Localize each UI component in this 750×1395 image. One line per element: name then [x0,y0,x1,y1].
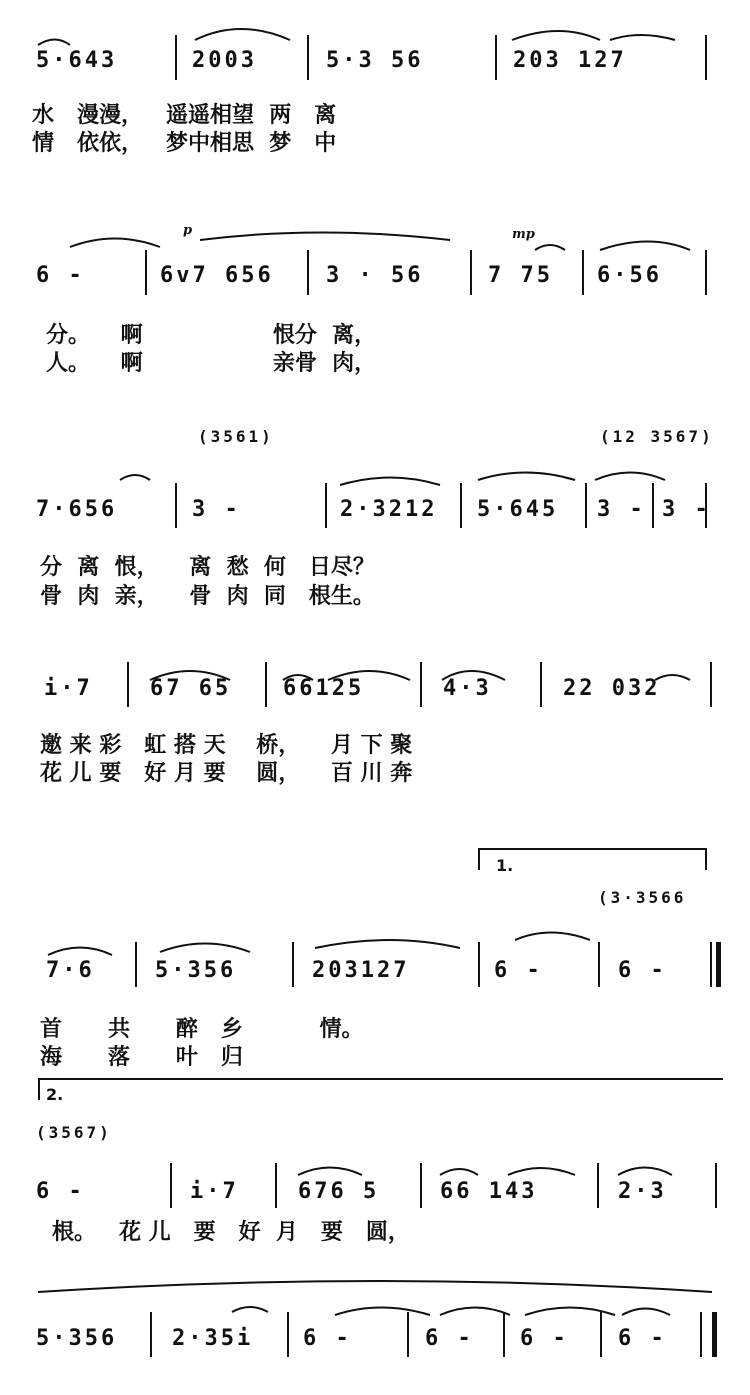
barline [652,483,654,528]
barline [582,250,584,295]
measure: 6 - [618,1326,667,1351]
barline [600,1312,602,1357]
barline [170,1163,172,1208]
system-3 [0,415,750,615]
measure: 5·645 [477,497,559,522]
barline [175,35,177,80]
measure: 203 127 [513,48,627,73]
repeat-end-barline [716,942,721,987]
barline [307,250,309,295]
lyrics-verse-2: 海 落 叶 归 [40,1044,243,1070]
barline [265,662,267,707]
system-4 [0,640,750,800]
measure: 5·356 [155,958,237,983]
measure: 5·643 [36,48,118,73]
measure: 6 - [36,263,85,288]
measure: 7·6 [46,958,95,983]
intro-phrase: (3567) [36,1123,112,1142]
measure: 6 - [303,1326,352,1351]
lyrics-verse-2: 花 儿 要 好 月 要 圆， 百 川 奔 [40,760,413,786]
system-2 [0,215,750,385]
barline [145,250,147,295]
lyrics-verse-1: 邀 来 彩 虹 搭 天 桥， 月 下 聚 [40,732,413,758]
lyrics-verse-2: 骨 肉 亲， 骨 肉 同 根生。 [40,583,375,609]
measure: 6 - [425,1326,474,1351]
lyrics-verse-1: 首 共 醉 乡 情。 [40,1016,364,1042]
barline [150,1312,152,1357]
lyrics-verse-2: 情 依依， 梦中相思 梦 中 [32,130,337,156]
barline [715,1163,717,1208]
measure: 2·3 [618,1179,667,1204]
measure: 2·3212 [340,497,438,522]
final-barline [712,1312,717,1357]
measure: 7·656 [36,497,118,522]
measure: 4·3 [443,676,492,701]
measure: 3 - [662,497,711,522]
barline [710,662,712,707]
measure: 5·3 56 [326,48,424,73]
lyrics-verse-1: 分。 啊 恨分 离， [46,322,377,348]
measure: i·7 [190,1179,239,1204]
barline [700,1312,702,1357]
measure: 6 - [520,1326,569,1351]
barline [460,483,462,528]
barline [585,483,587,528]
measure: 6 - [618,958,667,983]
barline [478,942,480,987]
measure: 3 - [192,497,241,522]
measure: 6 - [494,958,543,983]
lyrics-verse-1: 分 离 恨， 离 愁 何 日尽？ [40,554,375,580]
measure: i·7 [44,676,93,701]
measure: 676 5 [298,1179,380,1204]
volta-label: 1. [496,856,514,875]
measure: 5·356 [36,1326,118,1351]
lyrics-verse-1: 水 漫漫， 遥遥相望 两 离 [32,102,337,128]
barline [470,250,472,295]
barline [705,35,707,80]
measure: 6 - [36,1179,85,1204]
intro-phrase: (3561) [198,427,274,446]
measure: 67 65 [150,676,232,701]
measure: 6v7 656 [160,263,274,288]
system-5 [0,840,750,1070]
measure: 3 - [597,497,646,522]
lyrics-verse-1: 根。 花 儿 要 好 月 要 圆， [52,1219,410,1245]
barline [705,250,707,295]
barline [175,483,177,528]
measure: 2·35i [172,1326,254,1351]
intro-phrase: (3·3566 [598,888,687,907]
barline [287,1312,289,1357]
barline [420,1163,422,1208]
barline [135,942,137,987]
barline [307,35,309,80]
barline [420,662,422,707]
barline [127,662,129,707]
measure: 66 143 [440,1179,538,1204]
barline [292,942,294,987]
system-6 [0,1075,750,1255]
measure: 66125 [283,676,365,701]
barline [275,1163,277,1208]
barline [598,942,600,987]
barline [495,35,497,80]
measure: 6·56 [597,263,662,288]
barline [540,662,542,707]
system-1 [0,0,750,170]
dynamic-marking: mp [512,227,535,242]
barline [710,942,712,987]
barline [503,1312,505,1357]
dynamic-marking: p [183,223,193,238]
measure: 3 · 56 [326,263,424,288]
measure: 2003 [192,48,257,73]
measure: 203127 [312,958,410,983]
barline [407,1312,409,1357]
measure: 7 75 [488,263,553,288]
intro-phrase: (12 3567) [600,427,714,446]
lyrics-verse-2: 人。 啊 亲骨 肉， [46,350,377,376]
system-7 [0,1270,750,1395]
barline [597,1163,599,1208]
barline [325,483,327,528]
measure: 22 032 [563,676,661,701]
volta-label: 2. [46,1085,64,1104]
